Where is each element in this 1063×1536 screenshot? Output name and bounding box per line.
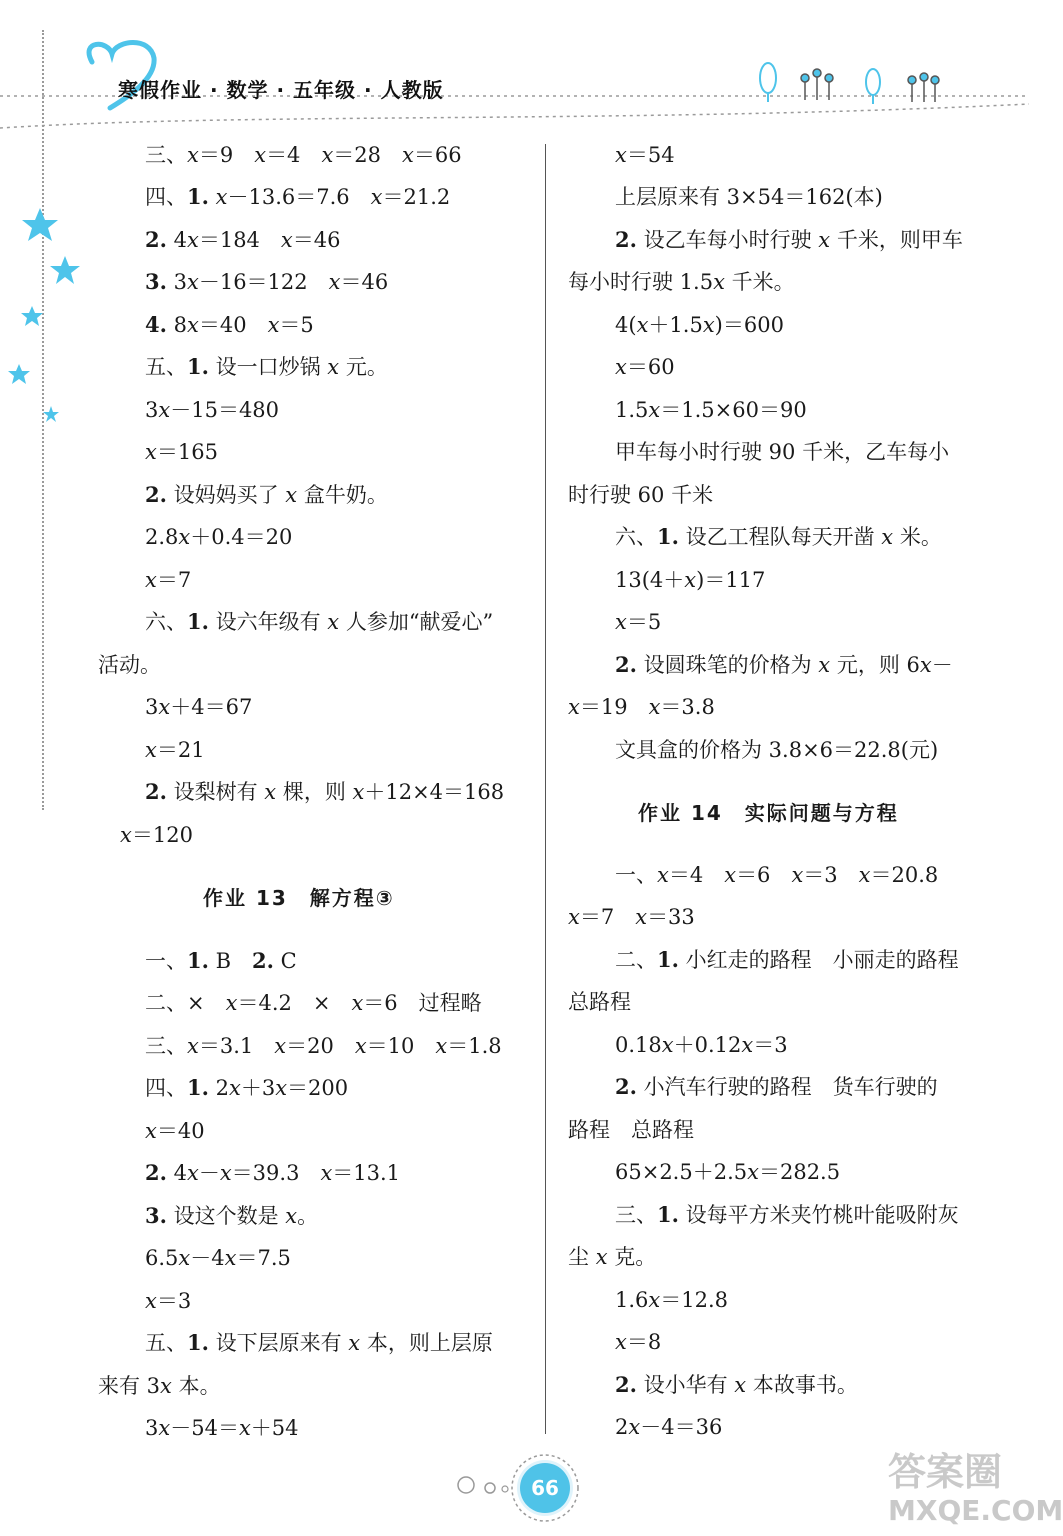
right-section-title: 作业 14 实际问题与方程 [638,801,899,825]
right-answer-line: 2. 小汽车行驶的路程 货车行驶的 [615,1074,938,1099]
right-answer-line: x＝19 x＝3.8 [568,695,715,719]
left-answer-line: 六、1. 设六年级有 x 人参加“献爱心” [145,609,494,634]
left-answer-line: 3. 设这个数是 x。 [145,1203,319,1228]
left-answer-line: 二、× x＝4.2 × x＝6 过程略 [145,991,482,1015]
left-answer-line: x＝3 [145,1289,192,1313]
right-answer-line: 一、x＝4 x＝6 x＝3 x＝20.8 [615,863,939,887]
right-answer-line: 1.5x＝1.5×60＝90 [615,398,807,422]
right-answer-line: 文具盒的价格为 3.8×6＝22.8(元) [615,738,939,762]
right-answer-line: 每小时行驶 1.5x 千米。 [568,270,795,294]
left-answer-line: 一、1. B 2. C [145,948,297,973]
right-answer-line: x＝5 [615,610,662,634]
star-decoration [0,0,100,440]
left-answer-line: x＝40 [145,1119,205,1143]
left-answer-line: 四、1. 2x＋3x＝200 [145,1075,349,1100]
right-answer-line: 上层原来有 3×54＝162(本) [615,185,883,209]
left-answer-line: 6.5x－4x＝7.5 [145,1246,291,1270]
right-answer-line: x＝54 [615,143,675,167]
left-answer-line: x＝21 [145,738,205,762]
page-number: 66 [520,1463,570,1513]
right-answer-line: x＝60 [615,355,675,379]
left-answer-line: 三、x＝3.1 x＝20 x＝10 x＝1.8 [145,1034,502,1058]
left-answer-line: 来有 3x 本。 [98,1374,221,1398]
right-answer-line: 4(x＋1.5x)＝600 [615,313,784,337]
watermark-url: MXQE.COM [888,1494,1063,1527]
left-answer-line: 三、x＝9 x＝4 x＝28 x＝66 [145,143,462,167]
header-title: 寒假作业 · 数学 · 五年级 · 人教版 [118,78,444,102]
left-answer-line: 2. 设梨树有 x 棵，则 x＋12×4＝168 [145,779,505,804]
left-answer-line: 2. 设妈妈买了 x 盒牛奶。 [145,482,388,507]
left-answer-line: 3. 3x－16＝122 x＝46 [145,269,389,294]
column-divider [545,144,546,1434]
left-answer-line: 3x－15＝480 [145,398,280,422]
right-answer-line: x＝7 x＝33 [568,905,695,929]
right-answer-line: 路程 总路程 [568,1118,694,1142]
right-answer-line: 甲车每小时行驶 90 千米，乙车每小 [615,440,950,464]
star-icon-4 [8,364,30,384]
left-answer-line: 2. 4x－x＝39.3 x＝13.1 [145,1160,401,1185]
left-answer-line: 活动。 [98,653,161,677]
star-icon-3 [21,306,43,326]
right-answer-line: 2. 设圆珠笔的价格为 x 元，则 6x－ [615,652,953,677]
tree-icon [760,63,776,93]
right-answer-line: 时行驶 60 千米 [568,483,714,507]
star-icon-2 [50,256,80,284]
right-answer-line: 二、1. 小红走的路程 小丽走的路程 [615,947,959,972]
left-answer-line: 四、1. x－13.6＝7.6 x＝21.2 [145,184,451,209]
right-answer-line: 总路程 [568,990,631,1014]
right-answer-line: 三、1. 设每平方米夹竹桃叶能吸附灰 [615,1202,959,1227]
flower-icon-2 [908,73,939,102]
right-answer-line: 0.18x＋0.12x＝3 [615,1033,788,1057]
left-answer-line: 2.8x＋0.4＝20 [145,525,293,549]
left-answer-line: 五、1. 设一口炒锅 x 元。 [145,354,388,379]
left-section-title: 作业 13 解方程③ [203,886,395,910]
right-answer-line: 2. 设乙车每小时行驶 x 千米，则甲车 [615,227,963,252]
right-answer-line: 2x－4＝36 [615,1415,723,1439]
watermark-logo: 答案圈 [888,1450,1003,1494]
right-answer-line: 尘 x 克。 [568,1245,657,1269]
left-answer-line: 2. 4x＝184 x＝46 [145,227,341,252]
star-icon-5 [43,406,59,422]
left-answer-line: x＝7 [145,568,192,592]
star-icon [22,208,58,241]
right-answer-line: 1.6x＝12.8 [615,1288,729,1312]
header-decoration [0,0,1029,140]
left-answer-line: 4. 8x＝40 x＝5 [145,312,314,337]
left-answer-line: x＝165 [145,440,218,464]
left-answer-line: 3x＋4＝67 [145,695,253,719]
left-answer-line: 3x－54＝x＋54 [145,1416,299,1440]
right-answer-line: 2. 设小华有 x 本故事书。 [615,1372,858,1397]
right-answer-line: 13(4＋x)＝117 [615,568,766,592]
right-answer-line: 65×2.5＋2.5x＝282.5 [615,1160,841,1184]
right-answer-line: 六、1. 设乙工程队每天开凿 x 米。 [615,524,942,549]
left-answer-line: 五、1. 设下层原来有 x 本，则上层原 [145,1330,493,1355]
left-answer-line: x＝120 [120,823,193,847]
right-answer-line: x＝8 [615,1330,662,1354]
tree-icon-2 [866,69,880,95]
